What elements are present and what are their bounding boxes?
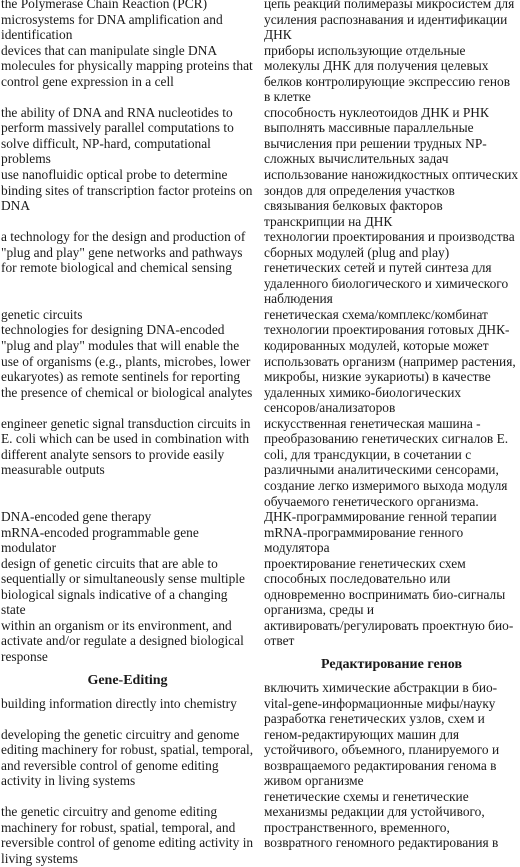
english-pre-heading-terms bbox=[1, 0, 254, 665]
english-term: the Polymerase Chain Reaction (PCR) microsystems for DNA amplification and identification bbox=[1, 0, 223, 43]
english-term: genetic circuits bbox=[1, 306, 83, 322]
russian-column bbox=[264, 0, 519, 851]
russian-term: приборы использующие отдельные молекулы ДНК для получения целевых белков контролирующие экспрессию генов в клетке bbox=[264, 42, 511, 105]
russian-pre-heading-terms bbox=[264, 0, 519, 649]
english-post-heading-terms bbox=[1, 696, 254, 867]
russian-term: генетические схемы и генетические механизмы редакции для устойчивого, пространственного, временного, возвратного геномного редактирования в bbox=[264, 788, 499, 851]
russian-term: разработка генетических узлов, схем и геном-редактирующих машин для устойчивого, объемного, планируемого и возвращаемого редактирования генома в живом организме bbox=[264, 711, 500, 789]
russian-term: включить химические абстракции в био- vital-gene-информационные мифы/науку bbox=[264, 679, 498, 711]
russian-term: искусственная генетическая машина - преобразованию генетических сигналов E. coli, для трансдукции, в сочетании с различными аналитическими сенсорами, создание легко измеримого выхода модуля обучаемого генетического организма. bbox=[264, 415, 509, 509]
russian-term: ДНК-программирование генной терапии bbox=[264, 509, 497, 525]
english-term bbox=[1, 478, 254, 509]
russian-post-heading-terms bbox=[264, 680, 519, 851]
russian-section-heading: Редактирование генов bbox=[321, 656, 462, 672]
english-term: the ability of DNA and RNA nucleotides to perform massively parallel computations to solve difficult, NP-hard, computational problems bbox=[1, 104, 234, 167]
russian-term: технологии проектирования и производства сборных модулей (plug and play) генетических сетей и путей синтеза для удаленного биологического и химического наблюдения bbox=[264, 229, 515, 307]
english-term: mRNA-encoded programmable gene modulator bbox=[1, 524, 199, 556]
english-column bbox=[1, 0, 254, 867]
english-term bbox=[1, 276, 254, 307]
english-term: design of genetic circuits that are able to sequentially or simultaneously sense multiple biological signals indicative of a changing state within an organism or its environment, and activate and/or regulate a designed biological response bbox=[1, 555, 245, 664]
russian-term: способность нуклеотоидов ДНК и РНК выполнять массивные параллельные вычисления при решении трудных NP- сложных вычислительных задач bbox=[264, 104, 489, 167]
english-term bbox=[1, 789, 254, 805]
english-term: developing the genetic circuitry and genome editing machinery for robust, spatial, temporal, and reversible control of genome editing activity in living systems bbox=[1, 726, 254, 789]
russian-term: проектирование генетических схем способных последовательно или одновременно воспринимать био-сигналы организма, среды и активировать/регулировать проектную био- ответ bbox=[264, 555, 514, 649]
english-term: devices that can manipulate single DNA molecules for physically mapping proteins that control gene expression in a cell bbox=[1, 42, 253, 89]
russian-term: цепь реакций полимеразы микросистем для усиления распознавания и идентификации ДНК bbox=[264, 0, 515, 43]
russian-term: технологии проектирования готовых ДНК- кодированных модулей, которые может использовать организм (например растения, микробы, низкие эукариоты) в качестве удаленных химико-биологических сенсоров/анализаторов bbox=[264, 322, 516, 416]
english-term: use nanofluidic optical probe to determine binding sites of transcription factor proteins on DNA bbox=[1, 167, 253, 214]
english-term bbox=[1, 400, 254, 416]
english-term: building information directly into chemistry bbox=[1, 695, 237, 711]
russian-term: использование наножидкостных оптических зондов для определения участков связывания белковых факторов транскрипции на ДНК bbox=[264, 167, 519, 229]
english-term: DNA-encoded gene therapy bbox=[1, 509, 152, 525]
russian-term: генетическая схема/комплекс/комбинат bbox=[264, 306, 488, 322]
english-term: a technology for the design and production of "plug and play" gene networks and pathways for remote biological and chemical sensing bbox=[1, 229, 246, 276]
english-term bbox=[1, 711, 254, 727]
english-term: technologies for designing DNA-encoded "plug and play" modules that will enable the use of organisms (e.g., plants, microbes, lower eukaryotes) as remote sentinels for reporting the presence of chemical or biological analytes bbox=[1, 322, 253, 400]
english-term: the genetic circuitry and genome editing machinery for robust, spatial, temporal, and reversible control of genome editing activity in living systems bbox=[1, 804, 254, 866]
english-section-heading: Gene-Editing bbox=[87, 672, 168, 688]
english-term: engineer genetic signal transduction circuits in E. coli which can be used in combination with different analyte sensors to provide easily measurable outputs bbox=[1, 415, 251, 478]
russian-term: mRNA-программирование генного модулятора bbox=[264, 524, 464, 556]
english-term bbox=[1, 89, 254, 105]
english-term bbox=[1, 214, 254, 230]
